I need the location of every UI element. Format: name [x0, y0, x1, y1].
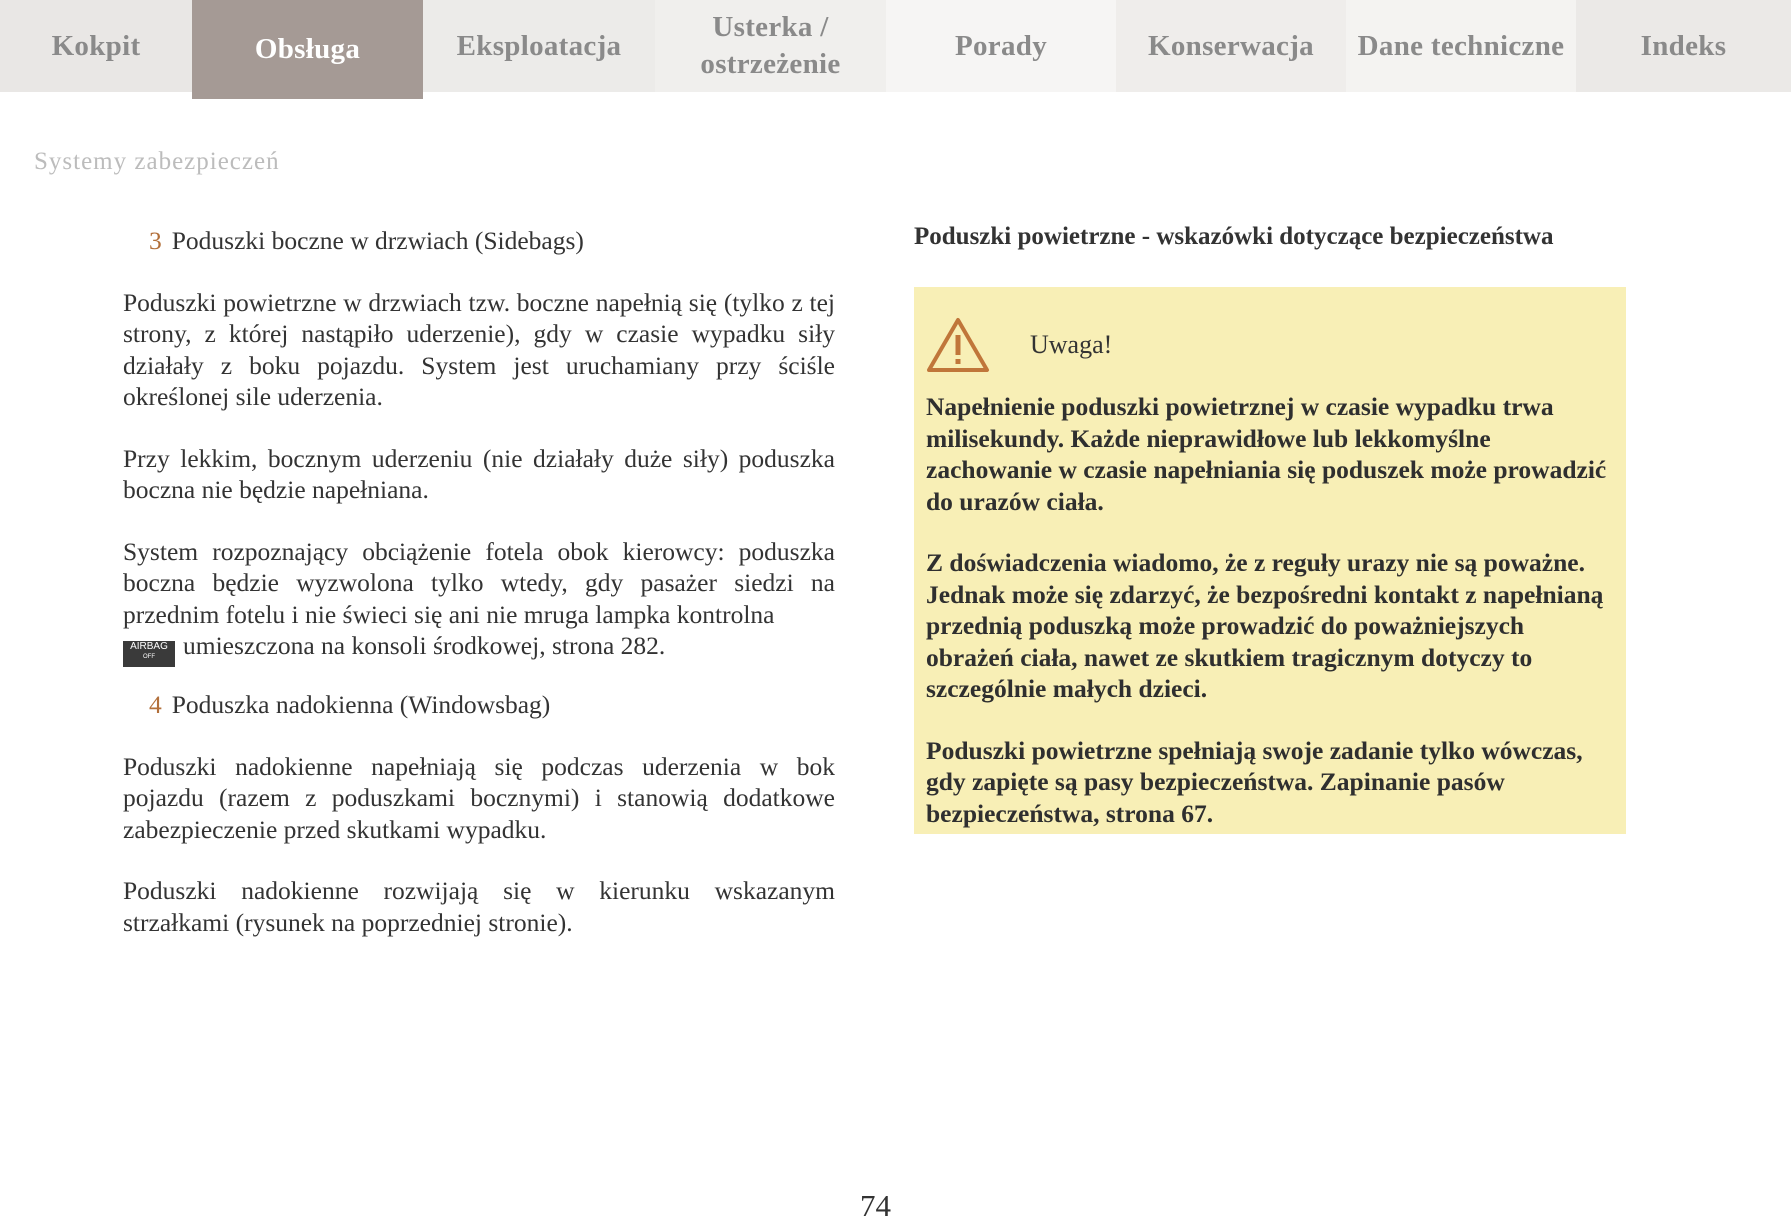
subheading-sidebags	[149, 225, 835, 257]
tab-eksploatacja[interactable]: Eksploatacja	[423, 0, 655, 92]
item-number: 3	[149, 226, 162, 255]
tab-porady[interactable]: Porady	[886, 0, 1116, 92]
subheading-windowsbag	[149, 689, 835, 721]
paragraph: Poduszki nadokienne rozwijają się w kierunku wskazanym strzałkami (rysunek na poprzedniej stronie).	[123, 876, 835, 937]
chapter-tab-bar	[0, 0, 1791, 98]
tab-kokpit[interactable]: Kokpit	[0, 0, 192, 92]
item-number: 4	[149, 690, 162, 719]
paragraph-text: umieszczona na konsoli środkowej, strona 282.	[183, 631, 666, 660]
paragraph-text: System rozpoznający obciążenie fotela obok kierowcy: poduszka boczna będzie wyzwolona tylko wtedy, gdy pasażer siedzi na przednim fotelu i nie świeci się ani nie mruga lampka kontrolna	[123, 536, 835, 629]
tab-indeks[interactable]: Indeks	[1576, 0, 1791, 92]
warning-paragraph: Napełnienie poduszki powietrznej w czasie wypadku trwa milisekundy. Każde nieprawidłowe lub lekkomyślne zachowanie w czasie napełniania się poduszek może prowadzić do urazów ciała.	[926, 392, 1607, 516]
left-column	[123, 225, 835, 968]
section-title: Systemy zabezpieczeń	[34, 148, 280, 175]
warning-box	[914, 287, 1626, 834]
warning-paragraph: Poduszki powietrzne spełniają swoje zadanie tylko wówczas, gdy zapięte są pasy bezpieczeństwa. Zapinanie pasów bezpieczeństwa, strona 67.	[926, 735, 1583, 828]
tab-dane-techniczne[interactable]: Dane techniczne	[1346, 0, 1576, 92]
page-number: 74	[860, 1188, 891, 1223]
tab-konserwacja[interactable]: Konserwacja	[1116, 0, 1346, 92]
subheading-text: Poduszka nadokienna (Windowsbag)	[171, 690, 551, 719]
paragraph: Poduszki nadokienne napełniają się podczas uderzenia w bok pojazdu (razem z poduszkami bocznymi) i stanowią dodatkowe zabezpieczenie przed skutkami wypadku.	[123, 751, 835, 844]
warning-paragraph: Z doświadczenia wiadomo, że z reguły urazy nie są poważne. Jednak może się zdarzyć, że bezpośredni kontakt z napełnianą przednią poduszką może prowadzić do poważniejszych obrażeń ciała, nawet ze skutkiem tragicznym dotyczy to szczególnie małych dzieci.	[926, 548, 1604, 703]
paragraph: Poduszki powietrzne w drzwiach tzw. boczne napełnią się (tylko z tej strony, z której nastąpiło uderzenie), gdy w czasie wypadku siły działały z boku pojazdu. System jest uruchamiany przy ściśle określonej sile uderzenia.	[123, 287, 835, 411]
safety-heading: Poduszki powietrzne - wskazówki dotyczące bezpieczeństwa	[914, 223, 1554, 250]
airbag-off-indicator-icon: AIRBAG OFF	[123, 641, 175, 667]
tab-usterka-ostrzezenie[interactable]: Usterka / ostrzeżenie	[655, 0, 886, 92]
paragraph: Przy lekkim, bocznym uderzeniu (nie działały duże siły) poduszka boczna nie będzie napełniana.	[123, 443, 835, 504]
warning-triangle-icon	[926, 317, 990, 373]
warning-title: Uwaga!	[1030, 330, 1113, 359]
paragraph-airbag-off	[123, 536, 835, 668]
tab-obsluga[interactable]: Obsługa	[192, 0, 423, 99]
warning-header	[926, 315, 1614, 375]
subheading-text: Poduszki boczne w drzwiach (Sidebags)	[171, 226, 584, 255]
